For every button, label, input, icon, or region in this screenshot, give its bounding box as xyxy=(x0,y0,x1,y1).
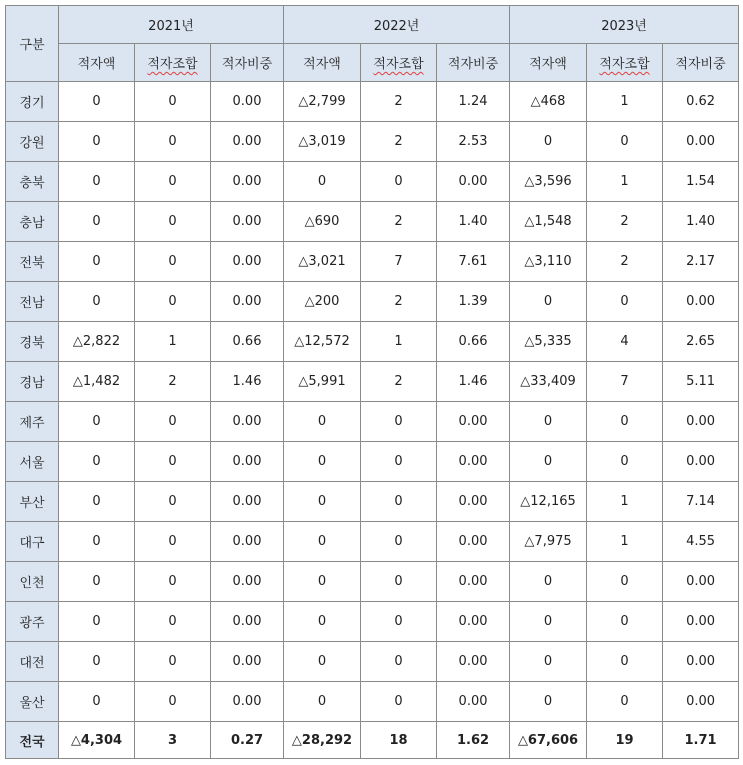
table-row xyxy=(6,242,739,282)
table-row xyxy=(6,122,739,162)
table-cell: 0 xyxy=(587,682,663,722)
table-cell: 0.00 xyxy=(437,402,510,442)
region-cell: 충남 xyxy=(6,202,59,242)
table-cell: 7 xyxy=(587,362,663,402)
table-cell: 1 xyxy=(587,482,663,522)
region-cell: 충북 xyxy=(6,162,59,202)
table-cell: 0 xyxy=(59,522,135,562)
region-cell: 울산 xyxy=(6,682,59,722)
table-cell: 19 xyxy=(587,722,663,759)
table-cell: 2.17 xyxy=(663,242,739,282)
region-cell: 전북 xyxy=(6,242,59,282)
table-row xyxy=(6,162,739,202)
table-cell: 0 xyxy=(510,402,587,442)
table-cell: 0 xyxy=(284,482,361,522)
table-cell: △4,304 xyxy=(59,722,135,759)
table-cell: 1 xyxy=(135,322,211,362)
table-cell: 0.00 xyxy=(437,682,510,722)
table-cell: 0 xyxy=(59,602,135,642)
subheader-deficit-unions: 적자조합 xyxy=(587,44,663,82)
table-cell: 0 xyxy=(59,242,135,282)
table-cell: 0 xyxy=(59,562,135,602)
table-cell: 0.00 xyxy=(437,482,510,522)
table-cell: 2 xyxy=(587,202,663,242)
table-cell: 0.00 xyxy=(663,602,739,642)
table-cell: 0.00 xyxy=(437,162,510,202)
table-cell: 0 xyxy=(510,642,587,682)
table-cell: 0 xyxy=(587,562,663,602)
table-row xyxy=(6,362,739,402)
table-cell: △1,548 xyxy=(510,202,587,242)
table-cell: 2 xyxy=(361,362,437,402)
table-row xyxy=(6,482,739,522)
table-cell: 0.00 xyxy=(211,442,284,482)
table-cell: 2 xyxy=(135,362,211,402)
table-cell: 0 xyxy=(59,642,135,682)
table-cell: 0.00 xyxy=(437,602,510,642)
table-cell: 7 xyxy=(361,242,437,282)
table-cell: 0 xyxy=(587,122,663,162)
year-header: 2021년 xyxy=(59,6,284,44)
table-cell: △1,482 xyxy=(59,362,135,402)
region-cell: 서울 xyxy=(6,442,59,482)
table-cell: △3,021 xyxy=(284,242,361,282)
table-row xyxy=(6,202,739,242)
table-cell: 0 xyxy=(135,402,211,442)
table-cell: △67,606 xyxy=(510,722,587,759)
table-cell: 0 xyxy=(361,642,437,682)
region-cell: 강원 xyxy=(6,122,59,162)
table-cell: 1 xyxy=(361,322,437,362)
table-cell: 0 xyxy=(59,122,135,162)
region-cell: 전남 xyxy=(6,282,59,322)
table-cell: 0.00 xyxy=(211,282,284,322)
table-cell: 0.00 xyxy=(663,442,739,482)
table-cell: 1.46 xyxy=(437,362,510,402)
table-cell: 0 xyxy=(59,442,135,482)
table-cell: 0.66 xyxy=(437,322,510,362)
table-cell: 0.00 xyxy=(437,642,510,682)
table-cell: 2.53 xyxy=(437,122,510,162)
table-cell: 1.40 xyxy=(663,202,739,242)
table-row xyxy=(6,602,739,642)
table-cell: 0.00 xyxy=(211,522,284,562)
table-cell: △3,019 xyxy=(284,122,361,162)
table-cell: 0 xyxy=(587,402,663,442)
table-cell: 0 xyxy=(587,282,663,322)
table-cell: 0 xyxy=(284,682,361,722)
region-cell: 제주 xyxy=(6,402,59,442)
subheader-deficit-amount: 적자액 xyxy=(510,44,587,82)
table-cell: 0 xyxy=(510,442,587,482)
table-row xyxy=(6,322,739,362)
table-cell: 0.00 xyxy=(211,642,284,682)
subheader-deficit-amount: 적자액 xyxy=(284,44,361,82)
table-cell: 0 xyxy=(284,522,361,562)
table-cell: 0.62 xyxy=(663,82,739,122)
table-cell: 0.00 xyxy=(211,482,284,522)
table-row xyxy=(6,682,739,722)
table-cell: △5,991 xyxy=(284,362,361,402)
subheader-deficit-amount: 적자액 xyxy=(59,44,135,82)
region-cell: 인천 xyxy=(6,562,59,602)
table-cell: 0 xyxy=(135,202,211,242)
subheader-deficit-ratio: 적자비중 xyxy=(211,44,284,82)
table-cell: 0 xyxy=(587,442,663,482)
table-cell: 0 xyxy=(135,122,211,162)
table-cell: △7,975 xyxy=(510,522,587,562)
table-cell: 0 xyxy=(135,562,211,602)
table-cell: 0.00 xyxy=(211,562,284,602)
table-cell: 0.00 xyxy=(211,162,284,202)
table-cell: 0 xyxy=(510,282,587,322)
table-cell: 0 xyxy=(361,482,437,522)
table-cell: 3 xyxy=(135,722,211,759)
year-header: 2023년 xyxy=(510,6,739,44)
region-cell: 부산 xyxy=(6,482,59,522)
table-row xyxy=(6,562,739,602)
table-cell: 0.00 xyxy=(211,402,284,442)
table-cell: 0.00 xyxy=(663,562,739,602)
table-cell: 2 xyxy=(361,122,437,162)
table-cell: 0 xyxy=(587,602,663,642)
table-cell: △2,822 xyxy=(59,322,135,362)
table-cell: 0 xyxy=(284,402,361,442)
table-total-row xyxy=(6,722,739,759)
table-cell: 0 xyxy=(510,602,587,642)
table-cell: 0.00 xyxy=(211,202,284,242)
table-cell: 0 xyxy=(510,682,587,722)
table-cell: 0.66 xyxy=(211,322,284,362)
table-cell: 0 xyxy=(284,562,361,602)
table-cell: 0 xyxy=(361,162,437,202)
table-wrapper xyxy=(5,5,739,759)
table-cell: △12,165 xyxy=(510,482,587,522)
table-cell: 0.00 xyxy=(663,682,739,722)
table-cell: 1.24 xyxy=(437,82,510,122)
corner-header: 구분 xyxy=(6,6,59,82)
table-cell: 0 xyxy=(510,562,587,602)
table-cell: △12,572 xyxy=(284,322,361,362)
table-cell: 0 xyxy=(361,442,437,482)
table-cell: △3,110 xyxy=(510,242,587,282)
table-cell: 0 xyxy=(284,162,361,202)
table-cell: 0.27 xyxy=(211,722,284,759)
table-cell: 0 xyxy=(587,642,663,682)
table-cell: 0.00 xyxy=(211,82,284,122)
table-cell: △468 xyxy=(510,82,587,122)
region-cell: 대전 xyxy=(6,642,59,682)
table-cell: 2 xyxy=(361,82,437,122)
table-cell: 0 xyxy=(284,642,361,682)
table-cell: 0 xyxy=(135,522,211,562)
table-cell: 1.46 xyxy=(211,362,284,402)
table-row xyxy=(6,442,739,482)
table-cell: 7.14 xyxy=(663,482,739,522)
table-row xyxy=(6,522,739,562)
table-cell: 2 xyxy=(361,202,437,242)
table-cell: 0 xyxy=(361,682,437,722)
table-cell: 2.65 xyxy=(663,322,739,362)
table-cell: 0 xyxy=(59,202,135,242)
region-cell: 전국 xyxy=(6,722,59,759)
table-cell: 0.00 xyxy=(663,282,739,322)
table-body xyxy=(6,82,739,759)
table-cell: 0.00 xyxy=(663,402,739,442)
table-cell: 0.00 xyxy=(211,122,284,162)
table-cell: 0 xyxy=(59,682,135,722)
table-cell: 0 xyxy=(135,642,211,682)
table-header xyxy=(6,6,739,82)
table-cell: 0.00 xyxy=(211,602,284,642)
table-cell: 0 xyxy=(361,522,437,562)
table-cell: 0.00 xyxy=(437,562,510,602)
table-row xyxy=(6,402,739,442)
year-header: 2022년 xyxy=(284,6,510,44)
subheader-deficit-unions: 적자조합 xyxy=(135,44,211,82)
table-cell: 0.00 xyxy=(437,442,510,482)
table-cell: 1.40 xyxy=(437,202,510,242)
region-cell: 대구 xyxy=(6,522,59,562)
table-cell: 0 xyxy=(284,602,361,642)
table-cell: 0 xyxy=(361,402,437,442)
table-cell: 1 xyxy=(587,162,663,202)
table-cell: 0 xyxy=(361,602,437,642)
subheader-deficit-unions: 적자조합 xyxy=(361,44,437,82)
table-cell: △200 xyxy=(284,282,361,322)
table-cell: 0 xyxy=(135,82,211,122)
table-cell: 1.71 xyxy=(663,722,739,759)
table-cell: 0.00 xyxy=(211,242,284,282)
table-cell: △690 xyxy=(284,202,361,242)
table-cell: △3,596 xyxy=(510,162,587,202)
table-cell: 1.39 xyxy=(437,282,510,322)
table-cell: 1.62 xyxy=(437,722,510,759)
table-cell: △2,799 xyxy=(284,82,361,122)
table-cell: △33,409 xyxy=(510,362,587,402)
table-cell: 1 xyxy=(587,522,663,562)
table-cell: 0 xyxy=(510,122,587,162)
table-cell: 2 xyxy=(587,242,663,282)
table-cell: 1 xyxy=(587,82,663,122)
table-cell: 2 xyxy=(361,282,437,322)
table-row xyxy=(6,282,739,322)
table-cell: 18 xyxy=(361,722,437,759)
table-cell: 5.11 xyxy=(663,362,739,402)
table-row xyxy=(6,82,739,122)
table-cell: 0 xyxy=(59,282,135,322)
table-cell: 0 xyxy=(59,162,135,202)
table-cell: 0 xyxy=(135,602,211,642)
table-cell: 0 xyxy=(59,402,135,442)
table-cell: 0 xyxy=(361,562,437,602)
table-cell: 0 xyxy=(135,282,211,322)
deficit-table xyxy=(5,5,739,759)
region-cell: 경북 xyxy=(6,322,59,362)
region-cell: 경남 xyxy=(6,362,59,402)
table-cell: △28,292 xyxy=(284,722,361,759)
region-cell: 광주 xyxy=(6,602,59,642)
table-cell: 1.54 xyxy=(663,162,739,202)
subheader-deficit-ratio: 적자비중 xyxy=(437,44,510,82)
table-cell: 4.55 xyxy=(663,522,739,562)
table-cell: 0 xyxy=(135,442,211,482)
region-cell: 경기 xyxy=(6,82,59,122)
table-cell: 0.00 xyxy=(211,682,284,722)
table-cell: 0 xyxy=(59,82,135,122)
table-row xyxy=(6,642,739,682)
table-cell: 0 xyxy=(135,162,211,202)
table-cell: 0 xyxy=(135,482,211,522)
table-cell: 0 xyxy=(135,682,211,722)
table-cell: 0.00 xyxy=(437,522,510,562)
table-cell: 0.00 xyxy=(663,122,739,162)
table-cell: 0 xyxy=(59,482,135,522)
table-cell: 7.61 xyxy=(437,242,510,282)
table-cell: △5,335 xyxy=(510,322,587,362)
subheader-deficit-ratio: 적자비중 xyxy=(663,44,739,82)
table-cell: 0 xyxy=(135,242,211,282)
table-cell: 4 xyxy=(587,322,663,362)
table-cell: 0 xyxy=(284,442,361,482)
table-cell: 0.00 xyxy=(663,642,739,682)
